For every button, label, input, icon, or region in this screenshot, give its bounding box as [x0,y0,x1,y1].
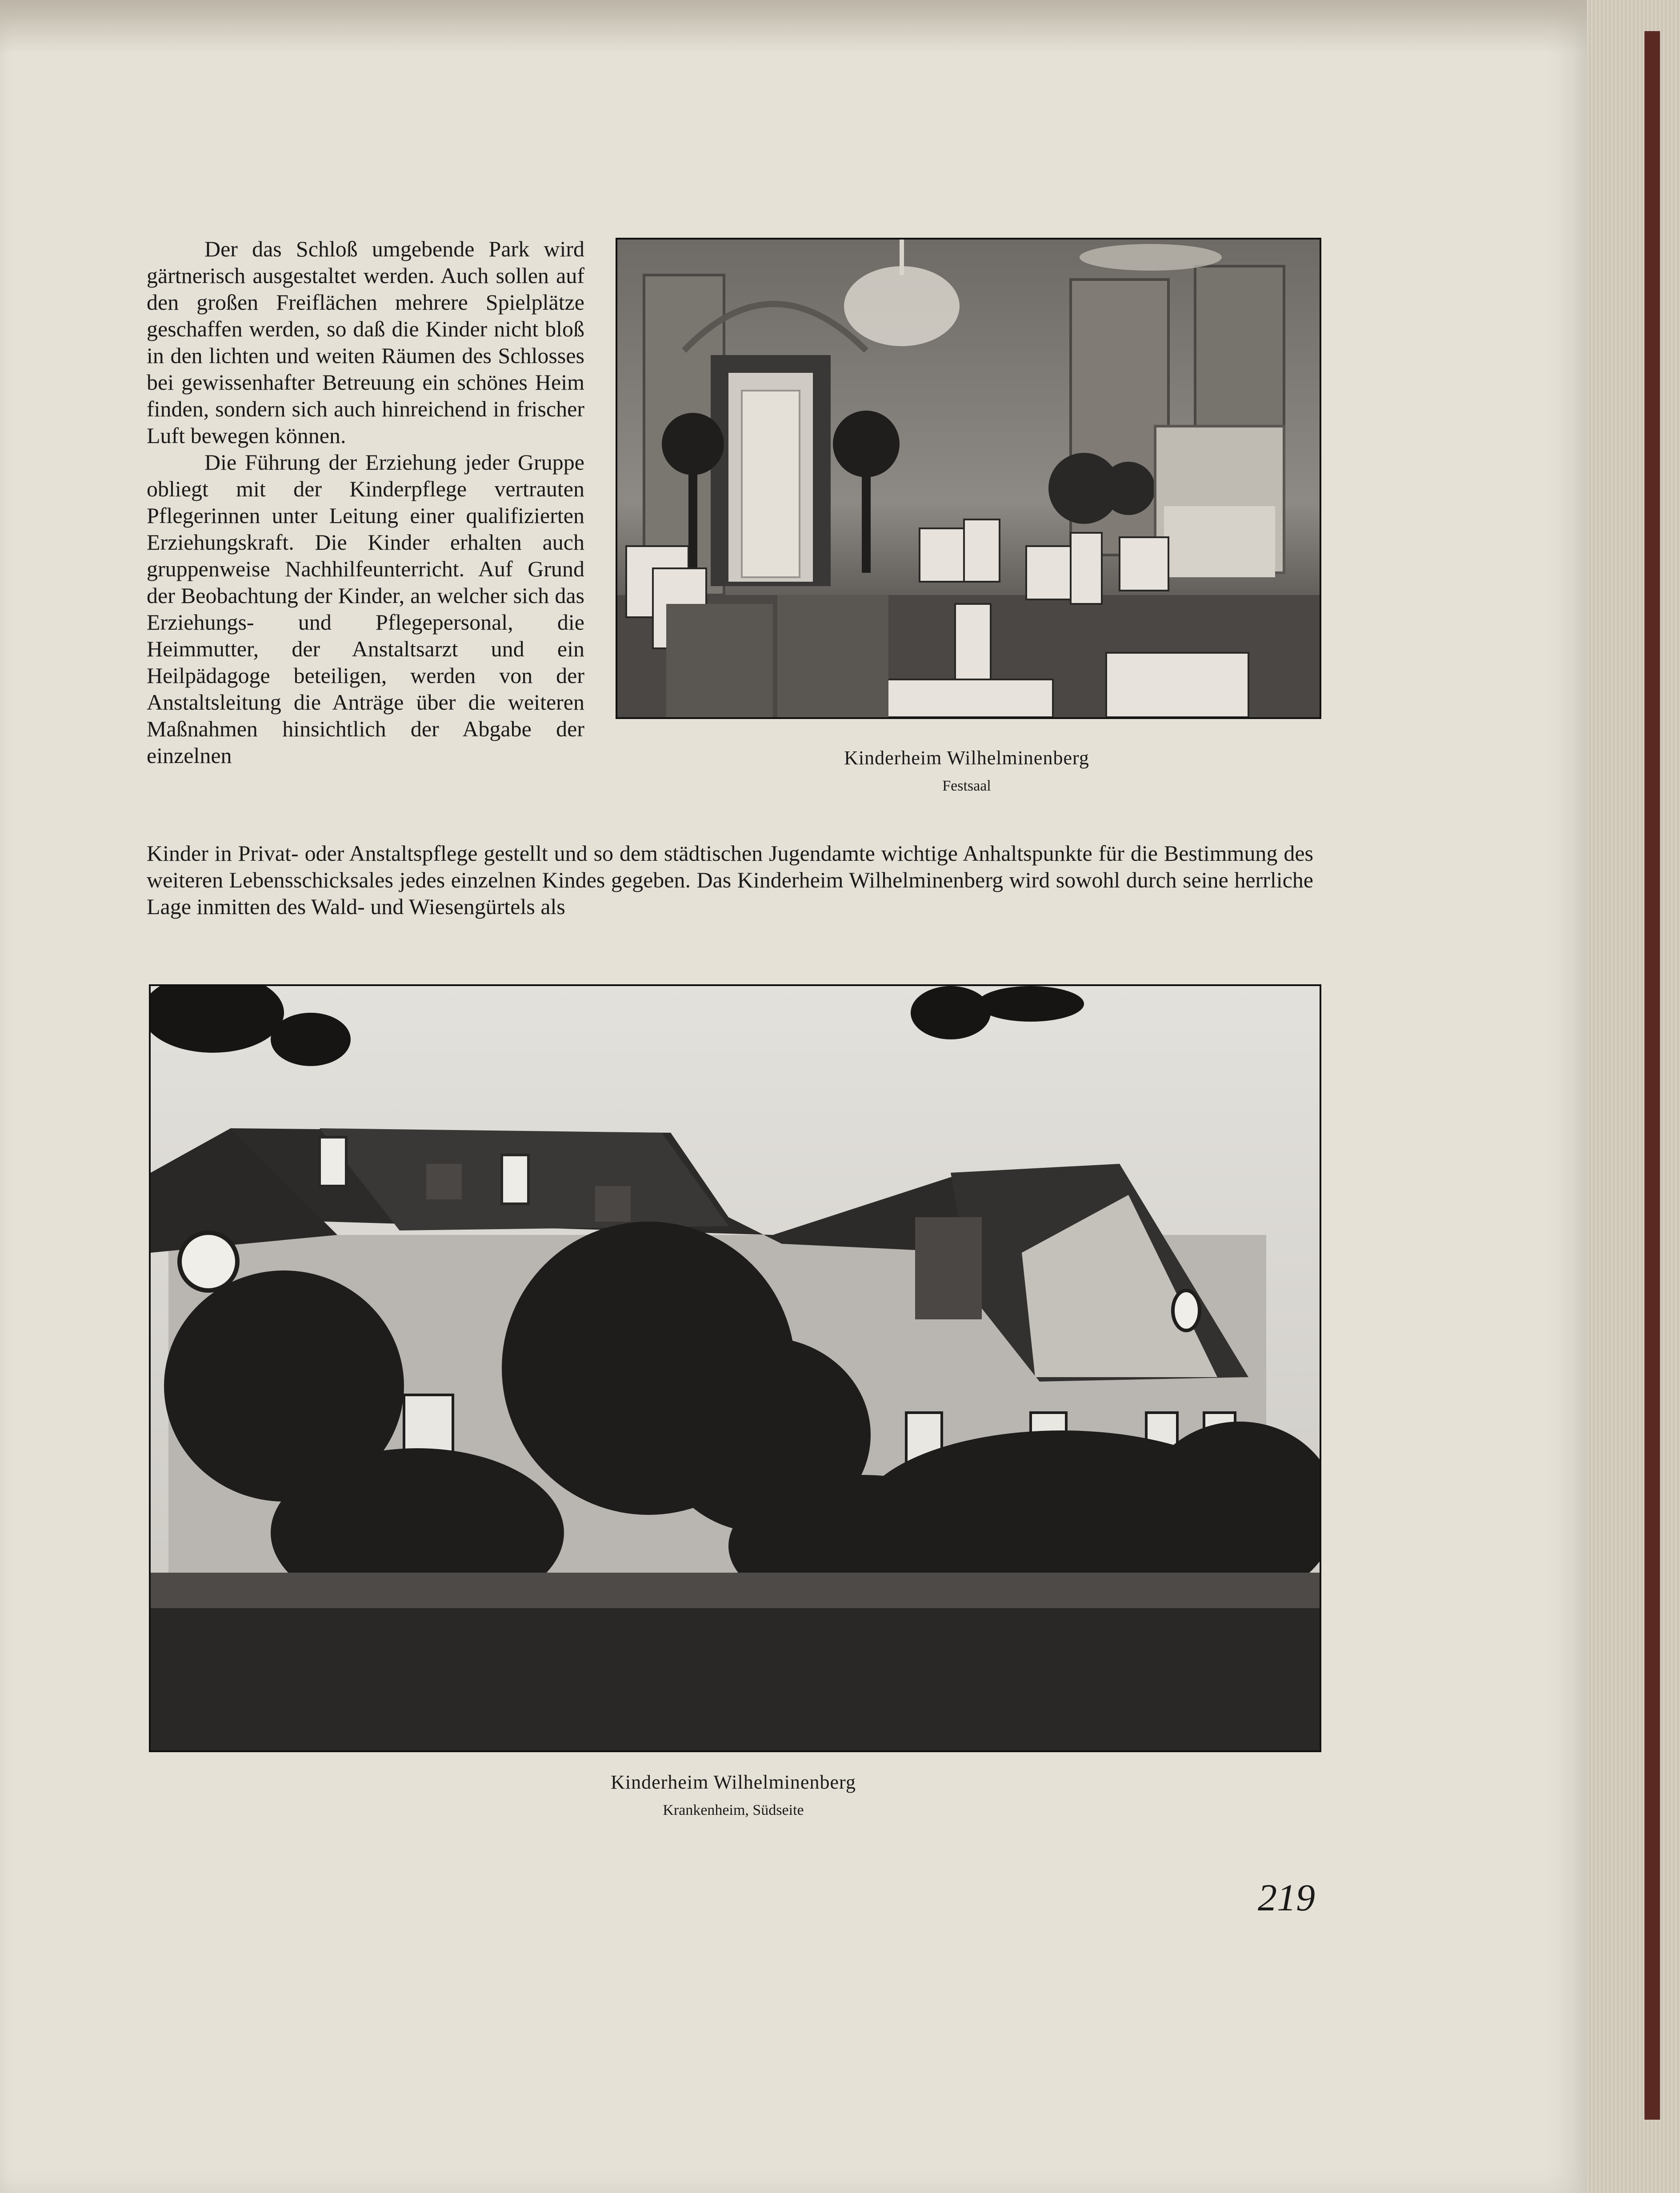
festsaal-caption-title: Kinderheim Wilhelminenberg [844,747,1089,769]
page-number: 219 [1258,1876,1315,1919]
festsaal-photo [616,238,1321,719]
page-shadow [0,0,1587,53]
article-column-text [147,236,584,769]
krankenheim-caption-title: Kinderheim Wilhelminenberg [611,1771,856,1793]
book-cover-edge [1644,31,1660,2120]
krankenheim-caption-subtitle: Krankenheim, Südseite [663,1802,804,1818]
paragraph-2: Die Führung der Erziehung jeder Gruppe obliegt mit der Kinderpflege vertrauten Pflegerinnen unter Leitung einer qualifizierten Erziehungskraft. Die Kinder erhalten auch gruppenweise Nachhilfeunterricht. Auf Grund der Beobachtung der Kinder, an welcher sich das Erziehungs- und Pflegepersonal, die Heimmutter, der Anstaltsarzt und ein Heilpädagoge beteiligen, werden von der Anstaltsleitung die Anträge über die weiteren Maßnahmen hinsichtlich der Abgabe der einzelnen [147,450,584,768]
article-continuation-text: Kinder in Privat- oder Anstaltspflege gestellt und so dem städtischen Jugendamte wichtige Anhaltspunkte für die Bestimmung des weiteren Lebensschicksales jedes einzelnen Kindes gegeben. Das Kinderheim Wilhelminenberg wird sowohl durch seine herrliche Lage inmitten des Wald- und Wiesengürtels als [147,841,1313,919]
paragraph-1: Der das Schloß umgebende Park wird gärtnerisch ausgestaltet werden. Auch sollen auf den großen Freiflächen mehrere Spielplätze geschaffen werden, so daß die Kinder nicht bloß in den lichten und weiten Räumen des Schlosses bei gewissenhafter Betreuung ein schönes Heim finden, sondern sich auch hinreichend in frischer Luft bewegen können. [147,236,584,448]
krankenheim-photo [149,984,1321,1752]
festsaal-caption-subtitle: Festsaal [942,778,991,794]
book-page-edges [1573,0,1680,2193]
